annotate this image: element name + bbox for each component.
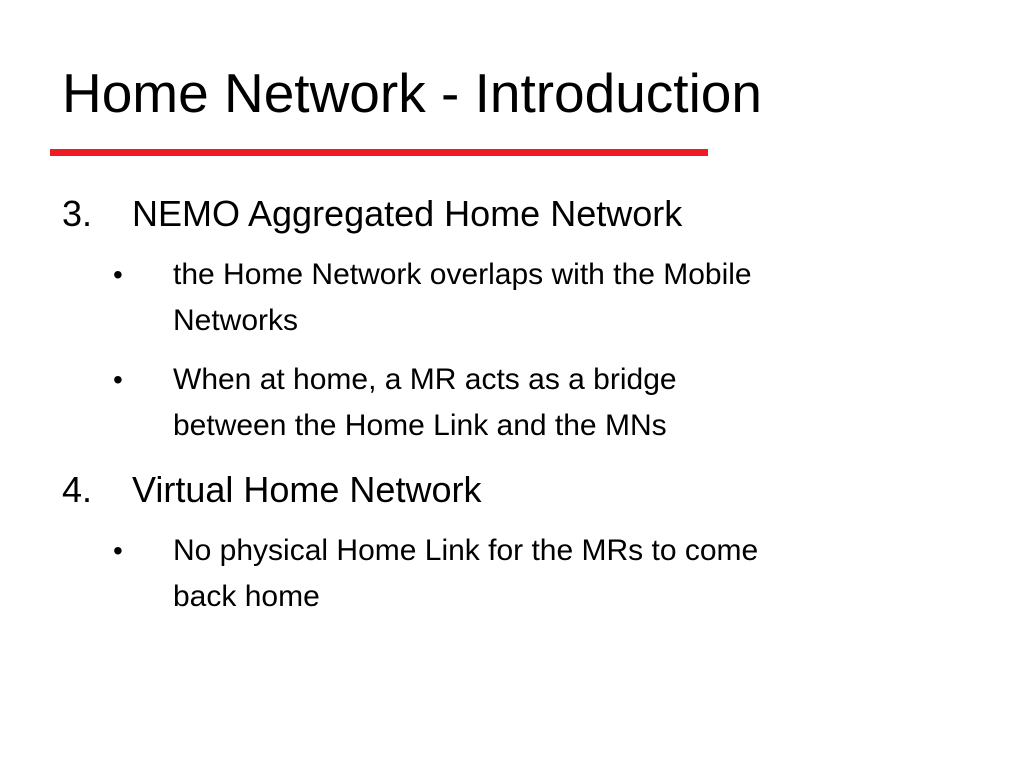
bullet-line: between the Home Link and the MNs — [173, 409, 667, 442]
slide-title: Home Network - Introduction — [62, 62, 762, 124]
bullet-text — [173, 528, 973, 620]
bullet-text — [173, 357, 973, 449]
item-number: 4. — [62, 469, 93, 510]
bullet-glyph: • — [113, 535, 123, 566]
bullet-glyph: • — [113, 364, 123, 395]
item-heading: Virtual Home Network — [132, 469, 482, 510]
item-number: 3. — [62, 193, 93, 234]
bullet-line: When at home, a MR acts as a bridge — [173, 363, 677, 396]
bullet-line: back home — [173, 580, 320, 613]
bullet-text — [173, 252, 973, 344]
title-underline — [50, 149, 708, 156]
item-heading: NEMO Aggregated Home Network — [132, 193, 683, 234]
bullet-glyph: • — [113, 259, 123, 290]
bullet-line: Networks — [173, 304, 299, 337]
bullet-line: No physical Home Link for the MRs to come — [173, 534, 759, 567]
bullet-line: the Home Network overlaps with the Mobile — [173, 258, 752, 291]
